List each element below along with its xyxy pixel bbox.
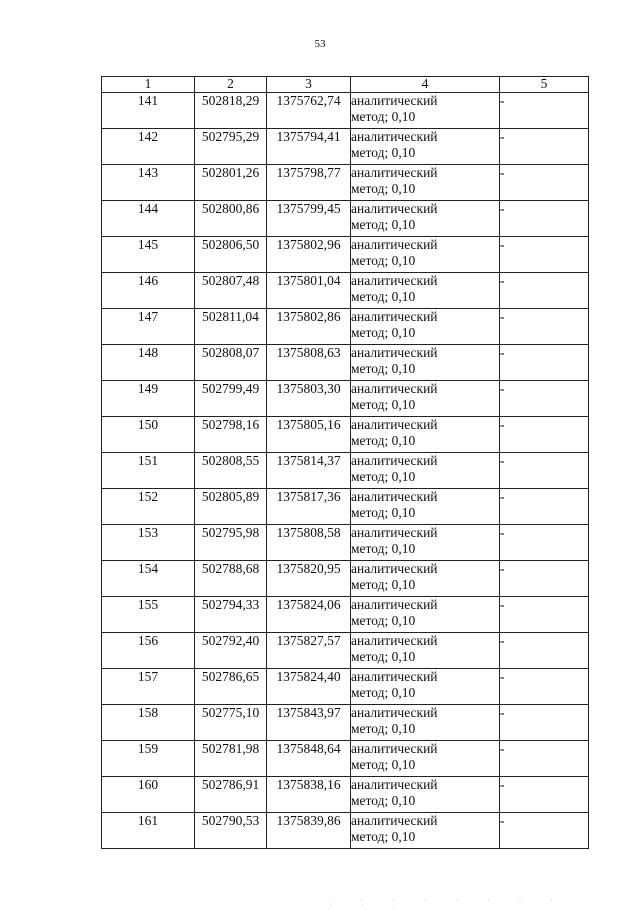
table-row [102, 561, 589, 597]
coordinate-x: 502805,89 [195, 489, 267, 525]
method-cell [351, 705, 500, 741]
method-line-2: метод; 0,10 [351, 109, 416, 124]
method-line-2: метод; 0,10 [351, 577, 416, 592]
note-cell: - [500, 165, 589, 201]
method-line-1: аналитический [351, 741, 438, 756]
method-cell [351, 129, 500, 165]
point-number: 150 [102, 417, 195, 453]
method-line-1: аналитический [351, 489, 438, 504]
method-line-2: метод; 0,10 [351, 685, 416, 700]
point-number: 155 [102, 597, 195, 633]
coordinate-x: 502792,40 [195, 633, 267, 669]
table-row [102, 489, 589, 525]
method-line-1: аналитический [351, 417, 438, 432]
method-line-2: метод; 0,10 [351, 613, 416, 628]
point-number: 153 [102, 525, 195, 561]
coordinates-table [101, 76, 589, 849]
coordinate-y: 1375803,30 [267, 381, 351, 417]
table-header-row [102, 77, 589, 93]
coordinate-y: 1375802,86 [267, 309, 351, 345]
point-number: 158 [102, 705, 195, 741]
point-number: 144 [102, 201, 195, 237]
method-line-1: аналитический [351, 669, 438, 684]
point-number: 156 [102, 633, 195, 669]
method-cell [351, 345, 500, 381]
method-cell [351, 669, 500, 705]
coordinate-x: 502818,29 [195, 93, 267, 129]
point-number: 141 [102, 93, 195, 129]
point-number: 157 [102, 669, 195, 705]
method-line-1: аналитический [351, 237, 438, 252]
method-cell [351, 633, 500, 669]
method-line-1: аналитический [351, 309, 438, 324]
method-cell [351, 273, 500, 309]
method-line-2: метод; 0,10 [351, 505, 416, 520]
coordinate-x: 502795,29 [195, 129, 267, 165]
point-number: 152 [102, 489, 195, 525]
point-number: 148 [102, 345, 195, 381]
table-row [102, 381, 589, 417]
coordinate-x: 502811,04 [195, 309, 267, 345]
method-line-1: аналитический [351, 165, 438, 180]
point-number: 149 [102, 381, 195, 417]
method-line-2: метод; 0,10 [351, 145, 416, 160]
method-line-1: аналитический [351, 561, 438, 576]
table-row [102, 597, 589, 633]
method-line-2: метод; 0,10 [351, 361, 416, 376]
point-number: 147 [102, 309, 195, 345]
coordinate-y: 1375808,58 [267, 525, 351, 561]
method-line-2: метод; 0,10 [351, 721, 416, 736]
column-header-5: 5 [500, 77, 589, 93]
method-cell [351, 381, 500, 417]
method-cell [351, 201, 500, 237]
coordinate-y: 1375820,95 [267, 561, 351, 597]
method-line-1: аналитический [351, 345, 438, 360]
column-header-1: 1 [102, 77, 195, 93]
column-header-4: 4 [351, 77, 500, 93]
method-cell [351, 489, 500, 525]
note-cell: - [500, 597, 589, 633]
page-number: 53 [314, 38, 326, 50]
note-cell: - [500, 777, 589, 813]
table-row [102, 309, 589, 345]
method-line-1: аналитический [351, 777, 438, 792]
column-header-2: 2 [195, 77, 267, 93]
coordinate-x: 502799,49 [195, 381, 267, 417]
method-line-1: аналитический [351, 129, 438, 144]
note-cell: - [500, 489, 589, 525]
point-number: 143 [102, 165, 195, 201]
method-cell [351, 165, 500, 201]
coordinate-x: 502798,16 [195, 417, 267, 453]
point-number: 159 [102, 741, 195, 777]
table-row [102, 345, 589, 381]
table-row [102, 453, 589, 489]
method-line-2: метод; 0,10 [351, 289, 416, 304]
coordinate-y: 1375805,16 [267, 417, 351, 453]
table-row [102, 777, 589, 813]
method-line-1: аналитический [351, 597, 438, 612]
method-line-2: метод; 0,10 [351, 829, 416, 844]
coordinate-y: 1375843,97 [267, 705, 351, 741]
point-number: 161 [102, 813, 195, 849]
note-cell: - [500, 129, 589, 165]
method-line-2: метод; 0,10 [351, 793, 416, 808]
point-number: 151 [102, 453, 195, 489]
coordinate-y: 1375817,36 [267, 489, 351, 525]
method-line-1: аналитический [351, 813, 438, 828]
method-line-1: аналитический [351, 201, 438, 216]
note-cell: - [500, 669, 589, 705]
coordinate-y: 1375827,57 [267, 633, 351, 669]
method-line-1: аналитический [351, 705, 438, 720]
table-row [102, 237, 589, 273]
table-body [102, 93, 589, 849]
coordinate-x: 502775,10 [195, 705, 267, 741]
note-cell: - [500, 453, 589, 489]
method-line-2: метод; 0,10 [351, 433, 416, 448]
method-line-2: метод; 0,10 [351, 217, 416, 232]
coordinate-x: 502808,55 [195, 453, 267, 489]
table-row [102, 633, 589, 669]
method-line-2: метод; 0,10 [351, 325, 416, 340]
point-number: 146 [102, 273, 195, 309]
note-cell: - [500, 201, 589, 237]
method-cell [351, 417, 500, 453]
footer-scan-marks: · · · · · · · · · · · [330, 898, 567, 910]
method-line-2: метод; 0,10 [351, 253, 416, 268]
method-line-1: аналитический [351, 525, 438, 540]
table-row [102, 273, 589, 309]
note-cell: - [500, 273, 589, 309]
coordinate-y: 1375799,45 [267, 201, 351, 237]
coordinate-x: 502807,48 [195, 273, 267, 309]
coordinate-x: 502781,98 [195, 741, 267, 777]
coordinate-x: 502806,50 [195, 237, 267, 273]
method-line-2: метод; 0,10 [351, 469, 416, 484]
coordinate-x: 502795,98 [195, 525, 267, 561]
note-cell: - [500, 561, 589, 597]
coordinate-x: 502786,91 [195, 777, 267, 813]
note-cell: - [500, 705, 589, 741]
point-number: 145 [102, 237, 195, 273]
note-cell: - [500, 345, 589, 381]
coordinate-y: 1375814,37 [267, 453, 351, 489]
table-row [102, 165, 589, 201]
coordinate-x: 502800,86 [195, 201, 267, 237]
coordinate-y: 1375824,06 [267, 597, 351, 633]
coordinate-x: 502801,26 [195, 165, 267, 201]
note-cell: - [500, 93, 589, 129]
method-cell [351, 813, 500, 849]
coordinate-y: 1375848,64 [267, 741, 351, 777]
note-cell: - [500, 309, 589, 345]
coordinate-x: 502788,68 [195, 561, 267, 597]
method-line-1: аналитический [351, 633, 438, 648]
coordinate-x: 502808,07 [195, 345, 267, 381]
note-cell: - [500, 237, 589, 273]
note-cell: - [500, 813, 589, 849]
method-cell [351, 777, 500, 813]
coordinate-y: 1375762,74 [267, 93, 351, 129]
note-cell: - [500, 741, 589, 777]
coordinate-y: 1375808,63 [267, 345, 351, 381]
method-line-1: аналитический [351, 453, 438, 468]
method-line-2: метод; 0,10 [351, 541, 416, 556]
method-line-1: аналитический [351, 93, 438, 108]
method-line-2: метод; 0,10 [351, 649, 416, 664]
coordinate-y: 1375798,77 [267, 165, 351, 201]
coordinate-y: 1375801,04 [267, 273, 351, 309]
method-cell [351, 741, 500, 777]
method-line-1: аналитический [351, 273, 438, 288]
method-cell [351, 597, 500, 633]
coordinate-y: 1375802,96 [267, 237, 351, 273]
table-row [102, 201, 589, 237]
method-cell [351, 309, 500, 345]
point-number: 160 [102, 777, 195, 813]
table-row [102, 417, 589, 453]
point-number: 142 [102, 129, 195, 165]
method-cell [351, 237, 500, 273]
table-row [102, 669, 589, 705]
method-cell [351, 93, 500, 129]
method-cell [351, 525, 500, 561]
coordinate-y: 1375838,16 [267, 777, 351, 813]
table-row [102, 705, 589, 741]
table-row [102, 741, 589, 777]
method-line-1: аналитический [351, 381, 438, 396]
method-line-2: метод; 0,10 [351, 757, 416, 772]
coordinate-y: 1375794,41 [267, 129, 351, 165]
note-cell: - [500, 525, 589, 561]
coordinate-y: 1375839,86 [267, 813, 351, 849]
table-row [102, 93, 589, 129]
method-line-2: метод; 0,10 [351, 181, 416, 196]
point-number: 154 [102, 561, 195, 597]
note-cell: - [500, 381, 589, 417]
table-row [102, 525, 589, 561]
column-header-3: 3 [267, 77, 351, 93]
method-cell [351, 453, 500, 489]
note-cell: - [500, 633, 589, 669]
coordinate-x: 502790,53 [195, 813, 267, 849]
table-row [102, 129, 589, 165]
method-cell [351, 561, 500, 597]
method-line-2: метод; 0,10 [351, 397, 416, 412]
coordinate-y: 1375824,40 [267, 669, 351, 705]
note-cell: - [500, 417, 589, 453]
table-row [102, 813, 589, 849]
coordinate-x: 502794,33 [195, 597, 267, 633]
coordinate-x: 502786,65 [195, 669, 267, 705]
